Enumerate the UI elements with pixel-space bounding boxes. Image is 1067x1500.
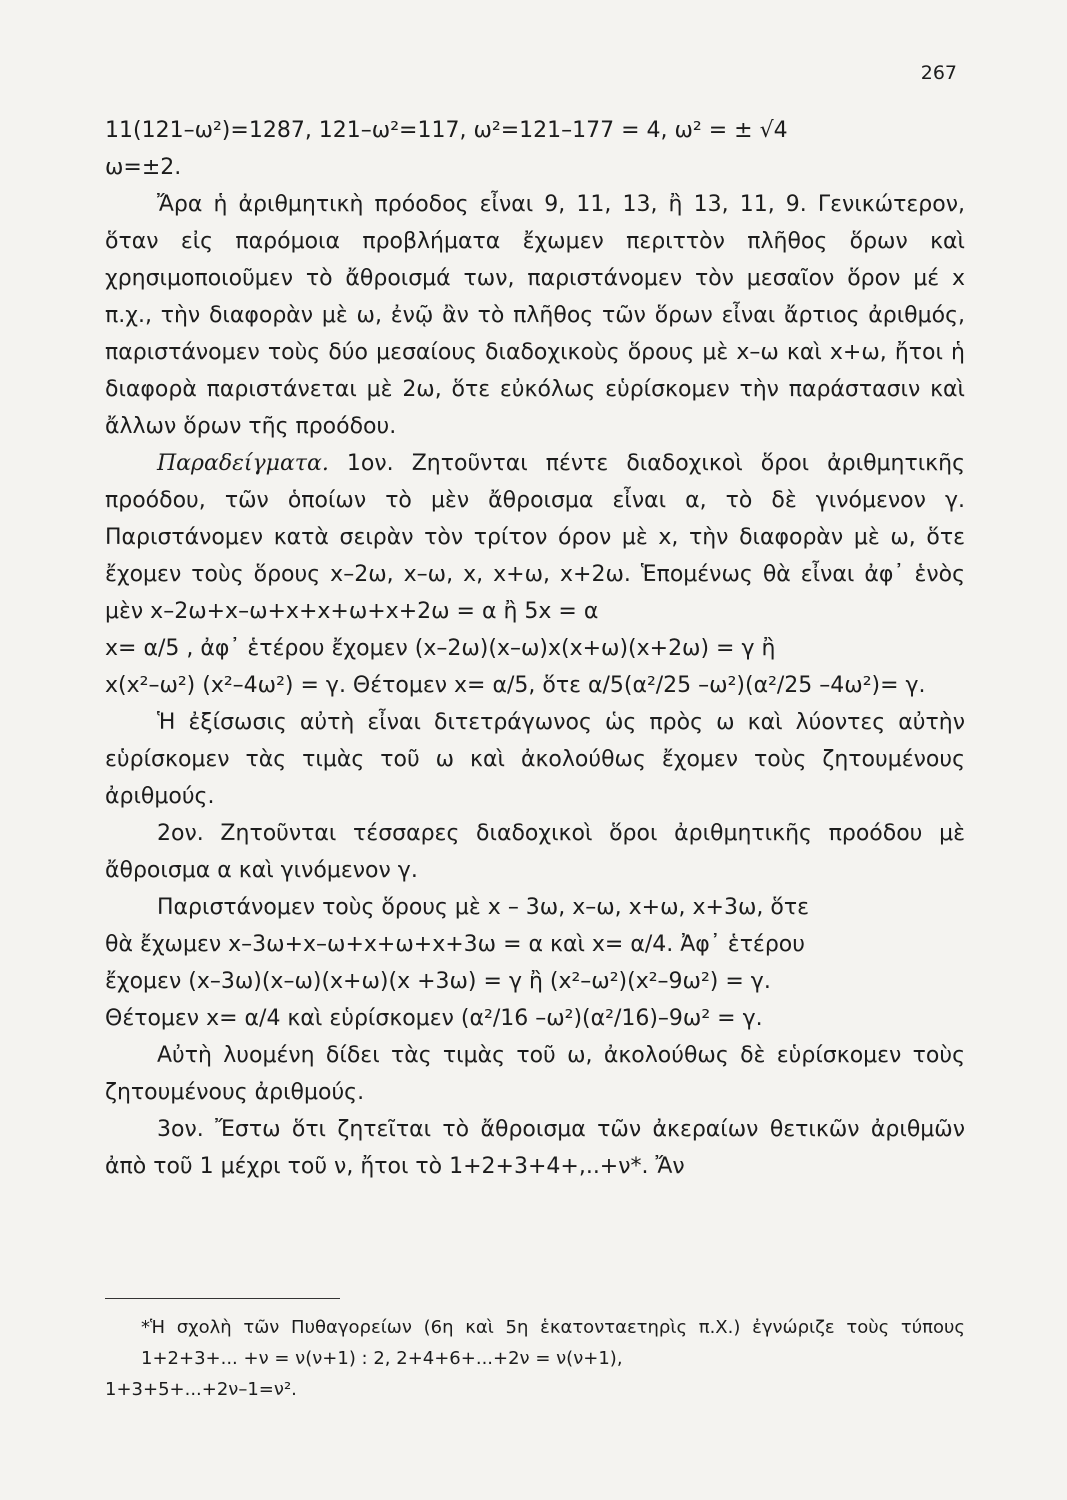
footnote-line-2: 1+3+5+...+2ν–1=ν². bbox=[105, 1379, 297, 1400]
example-2-equation-b: ἔχομεν (x–3ω)(x–ω)(x+ω)(x +3ω) = γ ἢ (x²–ω²)(x²–9ω²) = γ. bbox=[105, 969, 771, 994]
example-1-equation-b: x(x²–ω²) (x²–4ω²) = γ. Θέτομεν x= α/5, ὅτε α/5(α²/25 –ω²)(α²/25 –4ω²)= γ. bbox=[105, 673, 926, 698]
page-number: 267 bbox=[920, 62, 957, 84]
example-2-equation-c: Θέτομεν x= α/4 καὶ εὑρίσκομεν (α²/16 –ω²)(α²/16)–9ω² = γ. bbox=[105, 1006, 763, 1031]
paragraph-solution: Αὐτὴ λυομένη δίδει τὰς τιμὰς τοῦ ω, ἀκολούθως δὲ εὑρίσκομεν τοὺς ζητουμένους ἀριθμούς. bbox=[105, 1043, 965, 1105]
body-text bbox=[105, 112, 965, 1185]
equation-line-1: 11(121–ω²)=1287, 121–ω²=117, ω²=121–177 = 4, ω² = ± √4 bbox=[105, 118, 788, 143]
paragraph-generalization: Ἄρα ἡ ἀριθμητικὴ πρόοδος εἶναι 9, 11, 13, ἢ 13, 11, 9. Γενικώτερον, ὅταν εἰς παρόμοια προβλήματα ἔχωμεν περιττὸν πλῆθος ὅρων καὶ χρησιμοποιοῦμεν τὸ ἄθροισμά των, παριστάνομεν τὸν μεσαῖον ὅρον μέ x π.χ., τὴν διαφορὰν μὲ ω, ἐνῷ ἂν τὸ πλῆθος τῶν ὅρων εἶναι ἄρτιος ἀριθμός, παριστάνομεν τοὺς δύο μεσαίους διαδοχικοὺς ὅρους μὲ x–ω καὶ x+ω, ἤτοι ἡ διαφορὰ παριστάνεται μὲ 2ω, ὅτε εὐκόλως εὑρίσκομεν τὴν παράστασιν καὶ ἄλλων ὅρων τῆς προόδου. bbox=[105, 192, 965, 439]
example-2-terms: Παριστάνομεν τοὺς ὅρους μὲ x – 3ω, x–ω, x+ω, x+3ω, ὅτε bbox=[157, 895, 809, 920]
example-2-equation-a: θὰ ἔχωμεν x–3ω+x–ω+x+ω+x+3ω = α καὶ x= α/4. Ἀφ᾽ ἑτέρου bbox=[105, 932, 805, 957]
examples-heading: Παραδείγματα. bbox=[157, 451, 329, 476]
paragraph-example-3: 3ον. Ἔστω ὅτι ζητεῖται τὸ ἄθροισμα τῶν ἀκεραίων θετικῶν ἀριθμῶν ἀπὸ τοῦ 1 μέχρι τοῦ ν, ἤτοι τὸ 1+2+3+4+,..+ν*. Ἄν bbox=[105, 1117, 965, 1179]
paragraph-example-2: 2ον. Ζητοῦνται τέσσαρες διαδοχικοὶ ὅροι ἀριθμητικῆς προόδου μὲ ἄθροισμα α καὶ γινόμενον γ. bbox=[105, 821, 965, 883]
equation-line-2: ω=±2. bbox=[105, 155, 182, 180]
paragraph-biquadratic: Ἡ ἐξίσωσις αὐτὴ εἶναι διτετράγωνος ὡς πρὸς ω καὶ λύοντες αὐτὴν εὑρίσκομεν τὰς τιμὰς τοῦ ω καὶ ἀκολούθως ἔχομεν τοὺς ζητουμένους ἀριθμούς. bbox=[105, 710, 965, 809]
footnote bbox=[105, 1312, 965, 1405]
example-1-text: 1ον. Ζητοῦνται πέντε διαδοχικοὶ ὅροι ἀριθμητικῆς προόδου, τῶν ὁποίων τὸ μὲν ἄθροισμα εἶναι α, τὸ δὲ γινόμενον γ. Παριστάνομεν κατὰ σειρὰν τὸν τρίτον όρον μὲ x, τὴν διαφορὰν μὲ ω, ὅτε ἔχομεν τοὺς ὅρους x–2ω, x–ω, x, x+ω, x+2ω. Ἑπομένως θὰ εἶναι ἀφ᾽ ἑνὸς μὲν x–2ω+x–ω+x+x+ω+x+2ω = α ἢ 5x = α bbox=[105, 451, 965, 624]
footnote-divider bbox=[105, 1298, 340, 1299]
paragraph-example-1 bbox=[105, 445, 965, 630]
footnote-line-1: *Ἡ σχολὴ τῶν Πυθαγορείων (6η καὶ 5η ἑκατονταετηρὶς π.Χ.) ἐγνώριζε τοὺς τύπους 1+2+3+... +ν = ν(ν+1) : 2, 2+4+6+...+2ν = ν(ν+1), bbox=[141, 1317, 965, 1369]
example-1-equation-a: x= α/5 , ἀφ᾽ ἑτέρου ἔχομεν (x–2ω)(x–ω)x(x+ω)(x+2ω) = γ ἢ bbox=[105, 636, 776, 661]
